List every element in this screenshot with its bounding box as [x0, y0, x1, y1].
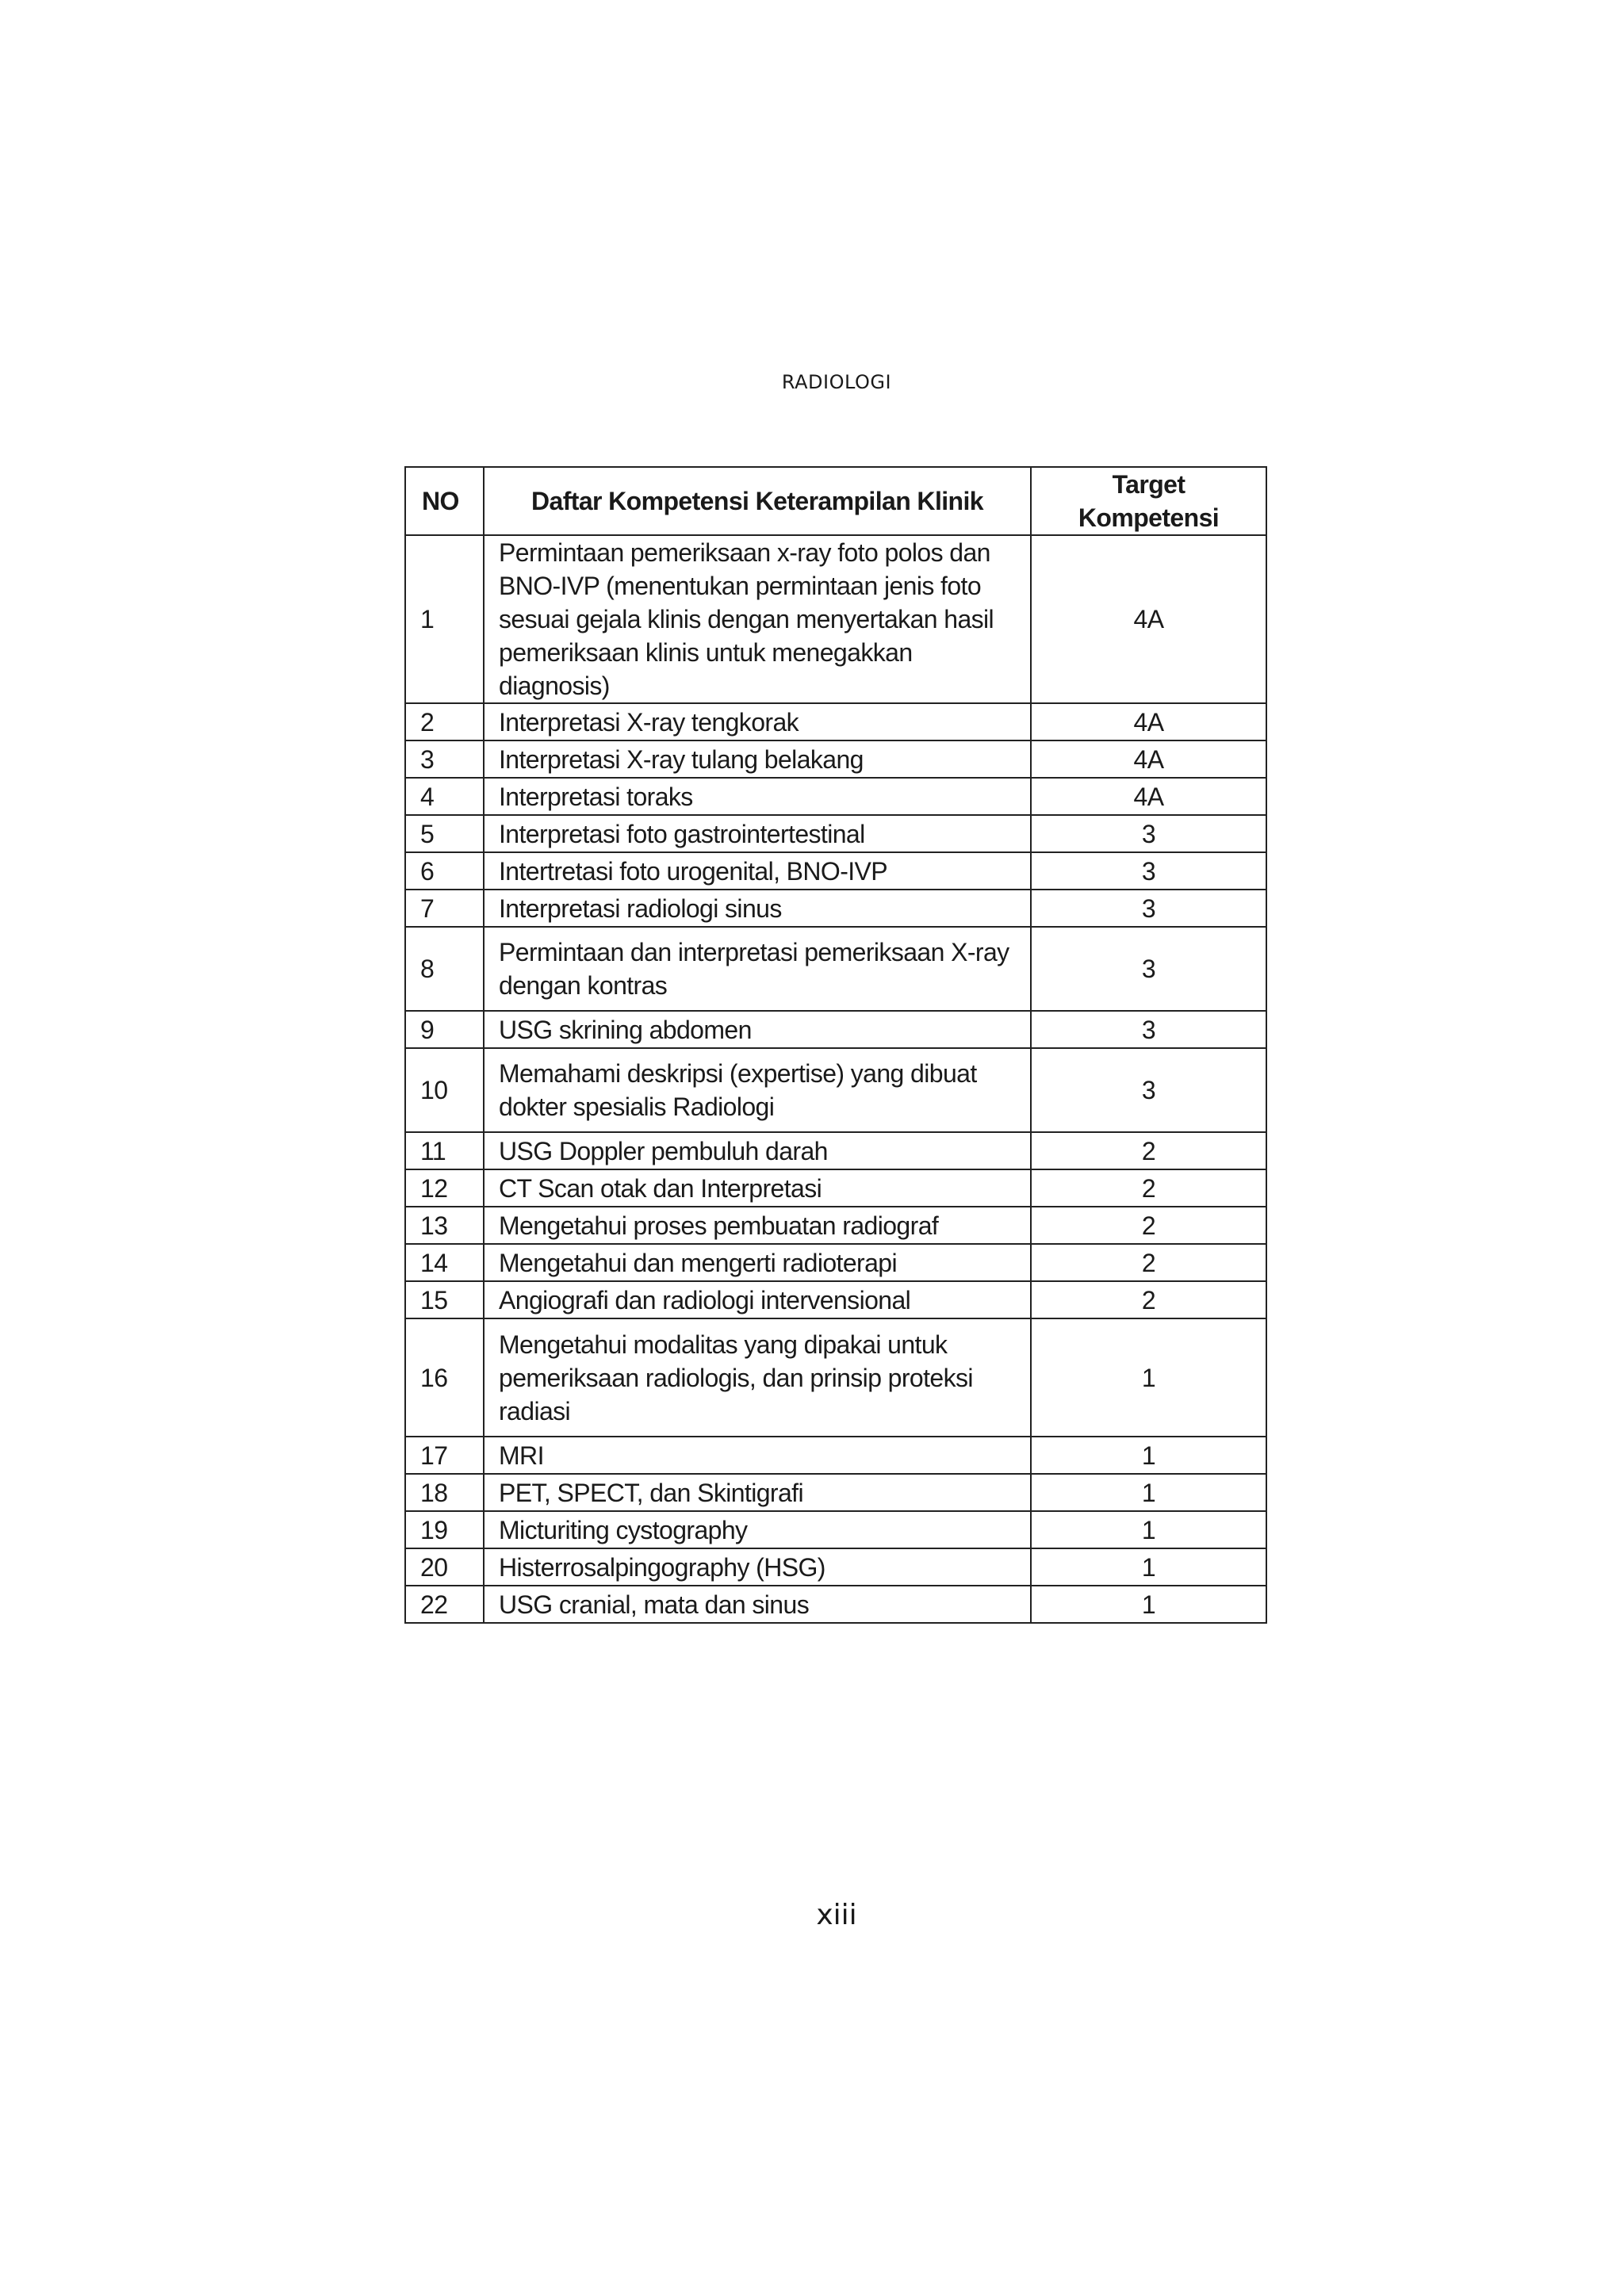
row-number: 6 [405, 852, 484, 890]
table-row [405, 1474, 1266, 1511]
target-level: 3 [1031, 927, 1266, 1011]
table-row [405, 852, 1266, 890]
competency-table [404, 466, 1267, 1624]
table-row [405, 703, 1266, 740]
target-level: 4A [1031, 740, 1266, 778]
table-row [405, 740, 1266, 778]
table-row [405, 1048, 1266, 1132]
table-row [405, 1437, 1266, 1474]
table-row [405, 1132, 1266, 1169]
running-head-title: RADIOLOGI [781, 371, 892, 393]
competency-description: Permintaan dan interpretasi pemeriksaan X-ray dengan kontras [484, 927, 1031, 1011]
target-level: 1 [1031, 1548, 1266, 1586]
target-level: 3 [1031, 890, 1266, 927]
column-header-competency: Daftar Kompetensi Keterampilan Klinik [484, 467, 1031, 535]
target-level: 1 [1031, 1511, 1266, 1548]
competency-description: Permintaan pemeriksaan x-ray foto polos dan BNO-IVP (menentukan permintaan jenis foto sesuai gejala klinis dengan menyertakan hasil pemeriksaan klinis untuk menegakkan diagnosis) [484, 535, 1031, 703]
row-number: 4 [405, 778, 484, 815]
target-level: 2 [1031, 1169, 1266, 1207]
competency-description: PET, SPECT, dan Skintigrafi [484, 1474, 1031, 1511]
target-level: 1 [1031, 1437, 1266, 1474]
competency-description: USG skrining abdomen [484, 1011, 1031, 1048]
target-level: 3 [1031, 1048, 1266, 1132]
row-number: 14 [405, 1244, 484, 1281]
table-row [405, 1318, 1266, 1437]
competency-description: Interpretasi foto gastrointertestinal [484, 815, 1031, 852]
target-level: 1 [1031, 1318, 1266, 1437]
competency-description: Mengetahui modalitas yang dipakai untuk pemeriksaan radiologis, dan prinsip proteksi radiasi [484, 1318, 1031, 1437]
target-level: 1 [1031, 1474, 1266, 1511]
table-header-row [405, 467, 1266, 535]
competency-description: USG cranial, mata dan sinus [484, 1586, 1031, 1623]
target-level: 1 [1031, 1586, 1266, 1623]
competency-description: MRI [484, 1437, 1031, 1474]
row-number: 16 [405, 1318, 484, 1437]
table-row [405, 535, 1266, 703]
row-number: 3 [405, 740, 484, 778]
column-header-no: NO [405, 467, 484, 535]
table-row [405, 1548, 1266, 1586]
row-number: 15 [405, 1281, 484, 1318]
table-row [405, 927, 1266, 1011]
table-row [405, 890, 1266, 927]
table-row [405, 1281, 1266, 1318]
competency-description: Memahami deskripsi (expertise) yang dibuat dokter spesialis Radiologi [484, 1048, 1031, 1132]
competency-description: Intertretasi foto urogenital, BNO-IVP [484, 852, 1031, 890]
table-row [405, 1207, 1266, 1244]
target-level: 4A [1031, 703, 1266, 740]
competency-description: Interpretasi X-ray tulang belakang [484, 740, 1031, 778]
target-level: 2 [1031, 1207, 1266, 1244]
competency-description: Interpretasi X-ray tengkorak [484, 703, 1031, 740]
row-number: 19 [405, 1511, 484, 1548]
target-level: 2 [1031, 1281, 1266, 1318]
competency-description: CT Scan otak dan Interpretasi [484, 1169, 1031, 1207]
row-number: 7 [405, 890, 484, 927]
competency-description: Mengetahui dan mengerti radioterapi [484, 1244, 1031, 1281]
competency-description: Interpretasi radiologi sinus [484, 890, 1031, 927]
competency-description: Micturiting cystography [484, 1511, 1031, 1548]
row-number: 2 [405, 703, 484, 740]
row-number: 9 [405, 1011, 484, 1048]
row-number: 13 [405, 1207, 484, 1244]
competency-description: Histerrosalpingography (HSG) [484, 1548, 1031, 1586]
row-number: 20 [405, 1548, 484, 1586]
target-level: 3 [1031, 852, 1266, 890]
row-number: 8 [405, 927, 484, 1011]
table-row [405, 1586, 1266, 1623]
page-number: xiii [816, 1899, 857, 1931]
target-level: 2 [1031, 1244, 1266, 1281]
row-number: 22 [405, 1586, 484, 1623]
target-level: 2 [1031, 1132, 1266, 1169]
table-row [405, 815, 1266, 852]
row-number: 5 [405, 815, 484, 852]
row-number: 17 [405, 1437, 484, 1474]
row-number: 1 [405, 535, 484, 703]
column-header-target: Target Kompetensi [1031, 467, 1266, 535]
competency-description: Interpretasi toraks [484, 778, 1031, 815]
table-row [405, 1511, 1266, 1548]
competency-description: Mengetahui proses pembuatan radiograf [484, 1207, 1031, 1244]
row-number: 11 [405, 1132, 484, 1169]
row-number: 10 [405, 1048, 484, 1132]
target-level: 3 [1031, 1011, 1266, 1048]
competency-description: USG Doppler pembuluh darah [484, 1132, 1031, 1169]
competency-description: Angiografi dan radiologi intervensional [484, 1281, 1031, 1318]
target-level: 4A [1031, 535, 1266, 703]
target-level: 3 [1031, 815, 1266, 852]
table-row [405, 1011, 1266, 1048]
row-number: 12 [405, 1169, 484, 1207]
table-row [405, 1244, 1266, 1281]
row-number: 18 [405, 1474, 484, 1511]
table-row [405, 1169, 1266, 1207]
table-row [405, 778, 1266, 815]
target-level: 4A [1031, 778, 1266, 815]
